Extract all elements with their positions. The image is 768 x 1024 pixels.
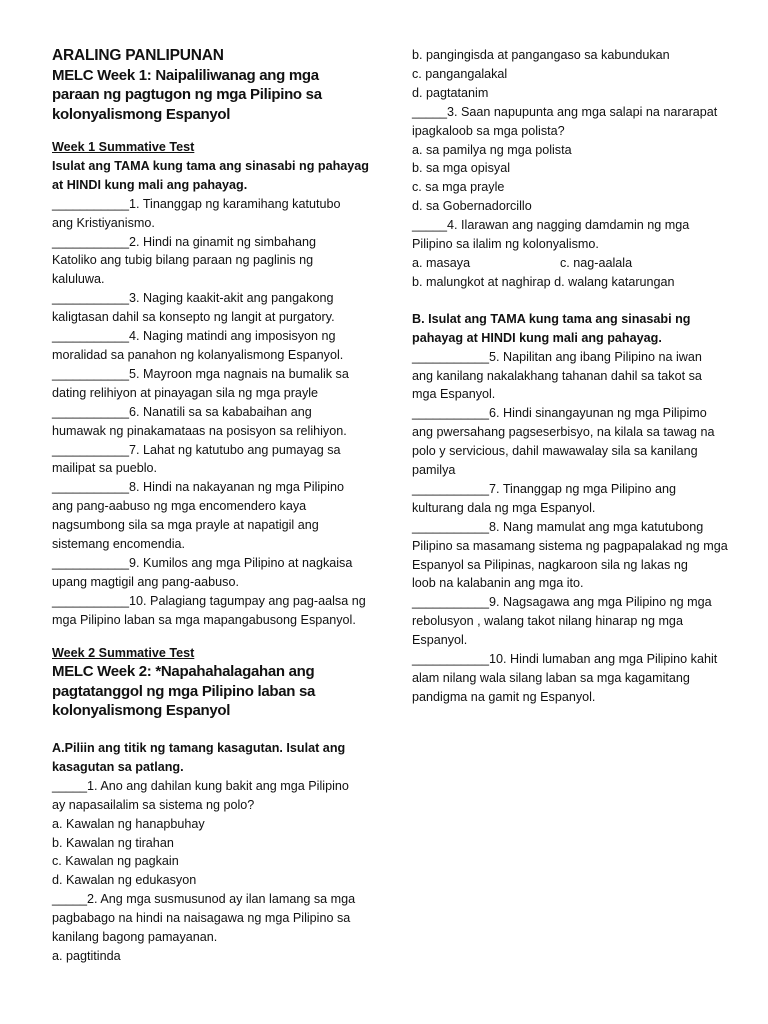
question-line: _____2. Ang mga susmusunod ay ilan lamang sa mga	[52, 892, 356, 907]
instruction-line: kasagutan sa patlang.	[52, 759, 184, 774]
question-line: _____3. Saan napupunta ang mga salapi na nararapat	[412, 104, 718, 119]
question-line: ang Kristiyanismo.	[52, 215, 155, 230]
question-line: _____4. Ilarawan ang nagging damdamin ng mga	[412, 218, 690, 233]
answer-choice: a. pagtitinda	[52, 948, 121, 963]
question-line: ang pwersahang pagseserbisyo, na kilala sa tawag na	[412, 425, 715, 440]
question-line: dating relihiyon at pinayagan sila ng mga prayle	[52, 385, 319, 400]
question-line: kaligtasan dahil sa konsepto ng langit at purgatory.	[52, 310, 335, 325]
question-line: ___________3. Naging kaakit-akit ang pangakong	[52, 291, 334, 306]
question-line: upang magtigil ang pang-aabuso.	[52, 574, 239, 589]
question-line: mga Pilipino laban sa mga mapangabusong Espanyol.	[52, 612, 356, 627]
week2-instructions	[52, 739, 382, 777]
melc2-line2: pagtatanggol ng mga Pilipino laban sa	[52, 682, 316, 700]
question-line: kanilang bagong pamayanan.	[52, 930, 218, 945]
melc1-line3: kolonyalismong Espanyol	[52, 105, 231, 123]
question-line: pandigma na gamit ng Espanyol.	[412, 689, 596, 704]
melc1-line2: paraan ng pagtugon ng mga Pilipino sa	[52, 86, 322, 103]
question-line: mailipat sa pueblo.	[52, 461, 158, 476]
question-line: kulturang dala ng mga Espanyol.	[412, 500, 596, 515]
question-line: ___________1. Tinanggap ng karamihang katutubo	[52, 196, 341, 211]
instruction-line: pahayag at HINDI kung mali ang pahayag.	[412, 330, 662, 345]
question-line: Pilipino sa ilalim ng kolonyalismo.	[412, 237, 599, 252]
melc-week2-heading	[52, 662, 382, 721]
question-line: kaluluwa.	[52, 272, 105, 287]
answer-choice: c. Kawalan ng pagkain	[52, 854, 179, 869]
question-line: rebolusyon , walang takot nilang hinarap ng mga	[412, 614, 683, 629]
answer-choice: a. masaya	[412, 255, 471, 270]
question-line: _____1. Ano ang dahilan kung bakit ang mga Pilipino	[52, 778, 349, 793]
question-line: loob na kalabanin ang mga ito.	[412, 576, 584, 591]
question-line: Espanyol.	[412, 633, 468, 648]
question-line: ___________4. Naging matindi ang imposisyon ng	[52, 329, 336, 344]
instruction-line: at HINDI kung mali ang pahayag.	[52, 177, 248, 192]
question-line: moralidad sa panahon ng kolanyalismong Espanyol.	[52, 347, 344, 362]
question-line: ___________10. Palagiang tagumpay ang pag-aalsa ng	[52, 593, 366, 608]
week2-questions	[52, 777, 382, 966]
question-line: sistemang encomendia.	[52, 537, 186, 552]
right-column	[412, 46, 732, 707]
part-b-instructions	[412, 310, 732, 348]
instruction-line: B. Isulat ang TAMA kung tama ang sinasabi ng	[412, 311, 691, 326]
question-line: humawak ng pinakamataas na posisyon sa relihiyon.	[52, 423, 347, 438]
question-line: ___________6. Hindi sinangayunan ng mga Pilipimo	[412, 406, 707, 421]
answer-choice: c. nag-aalala	[560, 255, 633, 270]
answer-choice: b. Kawalan ng tirahan	[52, 835, 174, 850]
instruction-line: A.Piliin ang titik ng tamang kasagutan. Isulat ang	[52, 740, 346, 755]
question-line: ay napasailalim sa sistema ng polo?	[52, 797, 255, 812]
question-line: ang kanilang nakalakhang tahanan dahil sa takot sa	[412, 368, 702, 383]
melc2-line1: MELC Week 2: *Napahahalagahan ang	[52, 663, 315, 681]
week1-questions	[52, 195, 382, 630]
answer-choice: a. Kawalan ng hanapbuhay	[52, 816, 205, 831]
answer-choice: d. pagtatanim	[412, 85, 489, 100]
melc2-line3: kolonyalismong Espanyol	[52, 702, 231, 720]
melc-week1-heading	[52, 66, 382, 125]
question-line: ___________8. Hindi na nakayanan ng mga Pilipino	[52, 480, 344, 495]
week1-summative-heading: Week 1 Summative Test	[52, 140, 195, 154]
left-column	[52, 46, 382, 966]
question-line: Espanyol sa Pilipinas, nagkaroon sila ng lakas ng	[412, 557, 688, 572]
answer-choice: c. pangangalakal	[412, 66, 508, 81]
question-line: ___________6. Nanatili sa sa kababaihan ang	[52, 404, 312, 419]
question-line: Pilipino sa masamang sistema ng pagpapalakad ng mga	[412, 538, 728, 553]
answer-choice: c. sa mga prayle	[412, 180, 505, 195]
question-line: Katoliko ang tubig bilang paraan ng paglinis ng	[52, 253, 314, 268]
question-line: ___________10. Hindi lumaban ang mga Pilipino kahit	[412, 652, 718, 667]
question-line: ___________7. Tinanggap ng mga Pilipino ang	[412, 481, 676, 496]
answer-choice: a. sa pamilya ng mga polista	[412, 142, 572, 157]
answer-choice-row: b. malungkot at naghirap d. walang katarungan	[412, 274, 675, 289]
part-b-questions	[412, 348, 732, 707]
question-line: nagsumbong sila sa mga prayle at napatigil ang	[52, 518, 319, 533]
question-line: polo y servicious, dahil mawawalay sila sa kanilang	[412, 444, 698, 459]
question-line: ___________2. Hindi na ginamit ng simbahang	[52, 234, 316, 249]
question-line: mga Espanyol.	[412, 387, 496, 402]
answer-choice: b. pangingisda at pangangaso sa kabundukan	[412, 48, 670, 62]
instruction-line: Isulat ang TAMA kung tama ang sinasabi ng pahayag	[52, 158, 369, 173]
week2-summative-heading: Week 2 Summative Test	[52, 645, 195, 660]
question-line: ___________5. Napilitan ang ibang Pilipino na iwan	[412, 349, 702, 364]
question-line: ___________8. Nang mamulat ang mga katutubong	[412, 519, 704, 534]
question-line: ___________9. Kumilos ang mga Pilipino at nagkaisa	[52, 555, 353, 570]
question-line: ipagkaloob sa mga polista?	[412, 123, 565, 138]
week1-instructions	[52, 157, 382, 195]
question-line: ___________9. Nagsagawa ang mga Pilipino ng mga	[412, 595, 712, 610]
subject-title: ARALING PANLIPUNAN	[52, 47, 224, 64]
question-line: ang pang-aabuso ng mga encomendero kaya	[52, 499, 307, 514]
question-line: alam nilang wala silang laban sa mga kagamitang	[412, 671, 690, 685]
question-line: ___________5. Mayroon mga nagnais na bumalik sa	[52, 366, 349, 381]
question-line: pamilya	[412, 463, 456, 478]
answer-choice: b. sa mga opisyal	[412, 161, 511, 176]
melc1-line1: MELC Week 1: Naipaliliwanag ang mga	[52, 66, 319, 84]
week2-questions-continued	[412, 46, 732, 292]
answer-choice: d. sa Gobernadorcillo	[412, 199, 532, 214]
answer-choice: d. Kawalan ng edukasyon	[52, 873, 197, 888]
question-line: pagbabago na hindi na naisagawa ng mga Pilipino sa	[52, 911, 351, 926]
answer-choice-row	[412, 254, 732, 273]
question-line: ___________7. Lahat ng katutubo ang pumayag sa	[52, 442, 341, 457]
